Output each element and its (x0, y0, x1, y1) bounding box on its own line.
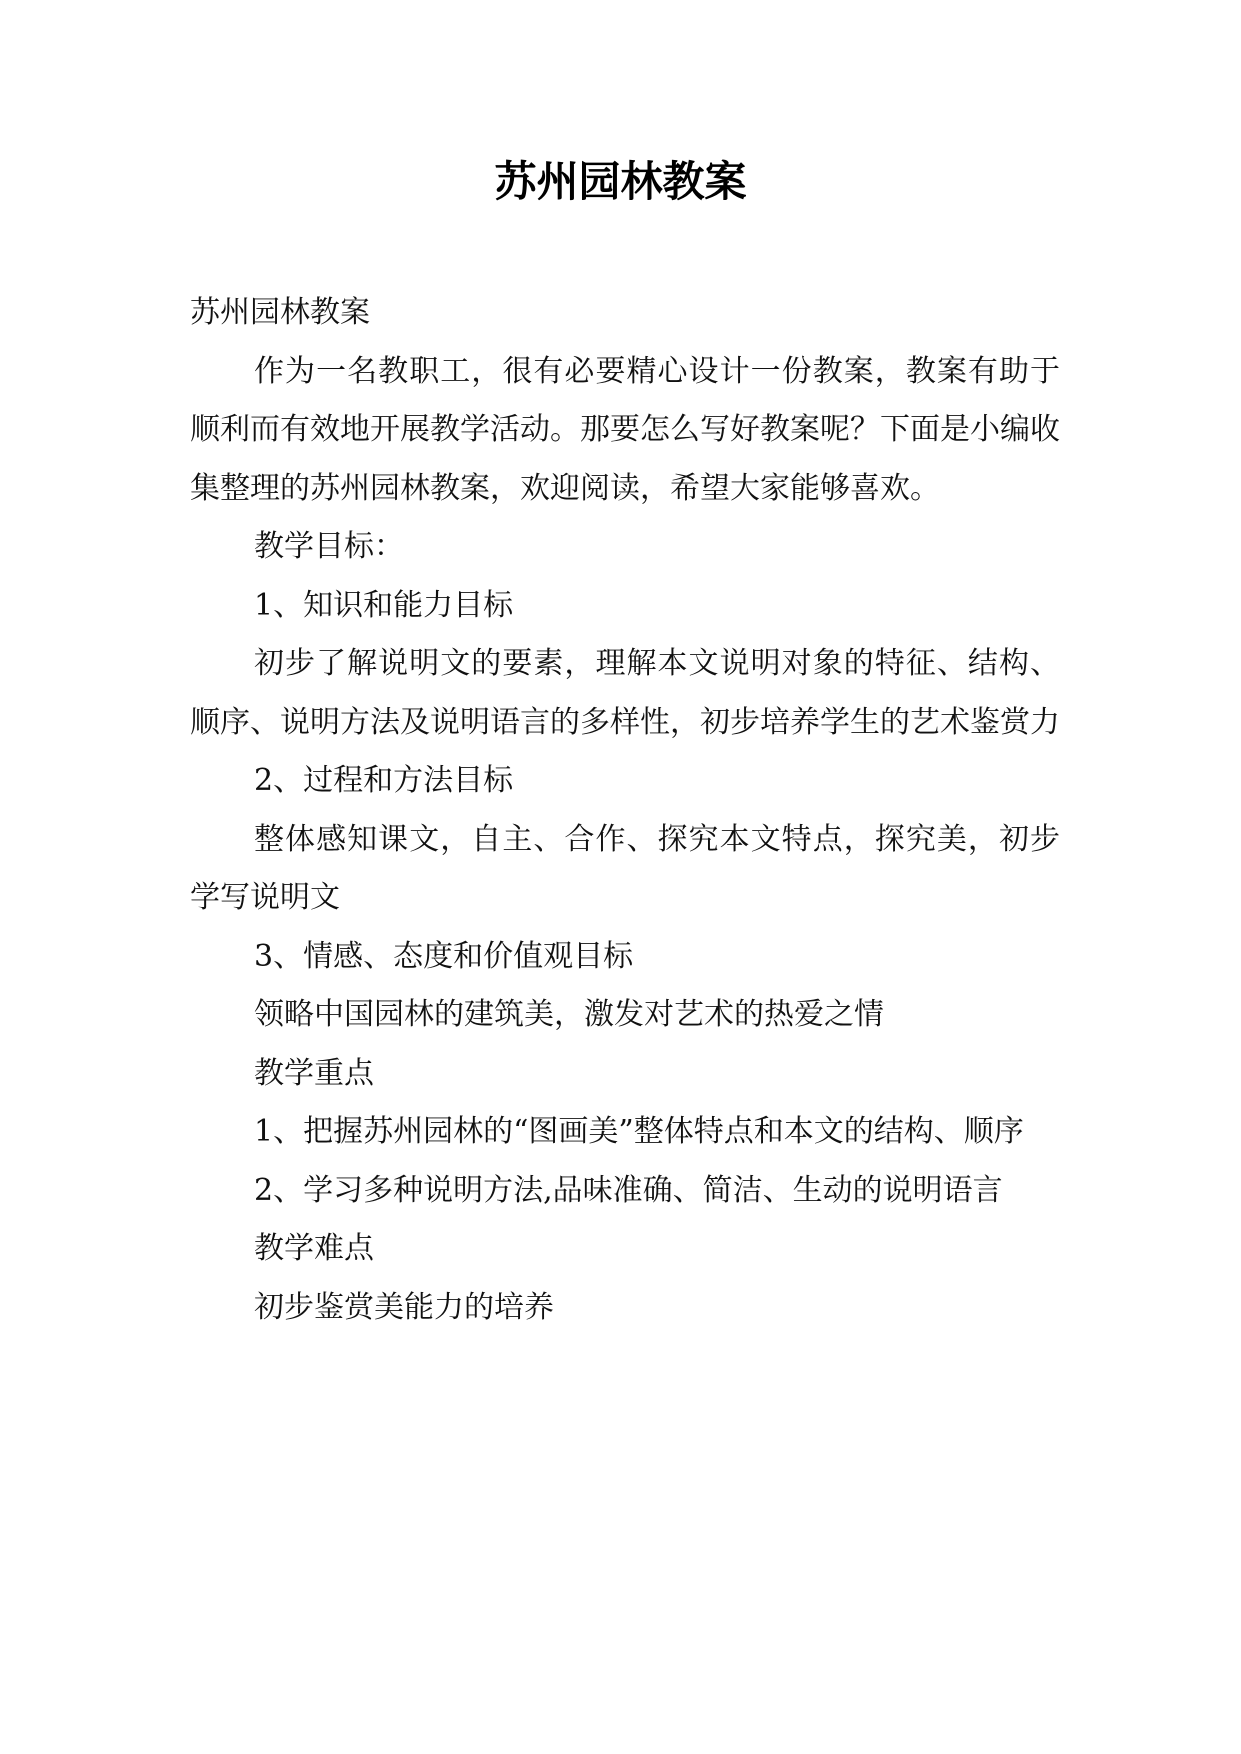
goal-2-heading: 2、过程和方法目标 (254, 763, 514, 798)
document-title: 苏州园林教案 (494, 157, 747, 206)
paragraph-subtitle: 苏州园林教案 (190, 295, 370, 330)
goal-1-heading: 1、知识和能力目标 (254, 587, 514, 623)
document-body (190, 284, 1060, 1337)
paragraph-intro: 作为一名教职工，很有必要精心设计一份教案，教案有助于顺利而有效地开展教学活动。那要怎么写好教案呢？下面是小编收集整理的苏州园林教案，欢迎阅读，希望大家能够喜欢。 (190, 353, 1060, 506)
difficulty-item: 初步鉴赏美能力的培养 (254, 1289, 554, 1325)
focus-item-2: 2、学习多种说明方法,品味准确、简洁、生动的说明语言 (254, 1172, 1003, 1208)
heading-teaching-focus: 教学重点 (254, 1055, 374, 1091)
heading-teaching-goals: 教学目标： (254, 529, 404, 564)
heading-teaching-difficulty: 教学难点 (254, 1231, 374, 1266)
goal-3-content: 领略中国园林的建筑美，激发对艺术的热爱之情 (254, 997, 884, 1032)
goal-2-content: 整体感知课文，自主、合作、探究本文特点，探究美，初步学写说明文 (190, 821, 1060, 915)
goal-3-heading: 3、情感、态度和价值观目标 (254, 938, 634, 974)
goal-1-content: 初步了解说明文的要素，理解本文说明对象的特征、结构、顺序、说明方法及说明语言的多样性，初步培养学生的艺术鉴赏力 (190, 646, 1060, 740)
focus-item-1: 1、把握苏州园林的“图画美”整体特点和本文的结构、顺序 (254, 1114, 1024, 1149)
